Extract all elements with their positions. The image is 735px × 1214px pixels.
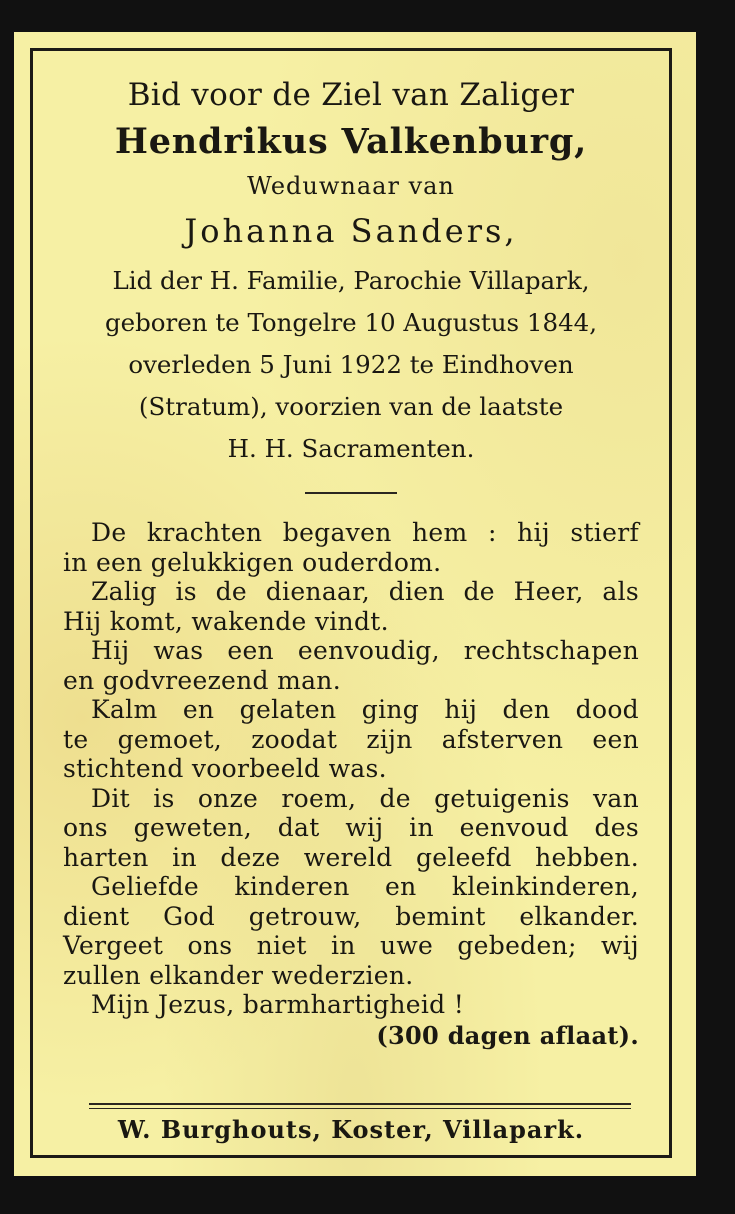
deceased-name: Hendrikus Valkenburg, [114,121,588,162]
biography [63,260,639,470]
section-divider [305,492,397,494]
card-content [33,51,669,1155]
verse-line: Zalig is de dienaar, dien de Heer, als [91,577,639,606]
verse-line: te gemoet, zoodat zijn afsterven een [63,724,639,754]
bio-line: H. H. Sacramenten. [227,434,475,463]
widower-label: Weduwnaar van [247,172,455,200]
verse-line: Geliefde kinderen en kleinkinderen, [91,872,639,901]
footer-rule [89,1103,631,1105]
bio-line: (Stratum), voorzien van de laatste [138,392,564,421]
bio-line: geboren te Tongelre 10 Augustus 1844, [104,308,598,337]
verse-line: dient God getrouw, bemint elkander. [63,901,639,931]
indulgence-note: (300 dagen aflaat). [376,1021,639,1050]
verse-line: Hij komt, wakende vindt. [63,606,389,636]
card-border [30,48,672,1158]
verse-line: Hij was een eenvoudig, rechtschapen [91,636,639,665]
spouse-name: Johanna Sanders, [184,212,518,250]
verse-line: Vergeet ons niet in uwe gebeden; wij [63,931,639,960]
verse-line: De krachten begaven hem : hij stierf [91,518,639,547]
printer-credit: W. Burghouts, Koster, Villapark. [117,1115,585,1144]
verse-line: ons geweten, dat wij in eenvoud des [63,813,639,842]
footer-rule-thin [89,1108,631,1109]
verse [63,695,639,784]
verse-line: stichtend voorbeeld was. [63,754,387,783]
bio-line: Lid der H. Familie, Parochie Villapark, [112,266,590,295]
verse-line: zullen elkander wederzien. [63,960,414,990]
closing-prayer: Mijn Jezus, barmhartigheid ! [91,990,465,1019]
verse [63,636,639,695]
verse-line: Kalm en gelaten ging hij den dood [91,695,639,724]
memorial-card [14,32,696,1176]
verse [63,872,639,990]
verse-line: harten in deze wereld geleefd hebben. [63,842,639,872]
prayer-header: Bid voor de Ziel van Zaliger [127,77,575,113]
bio-line: overleden 5 Juni 1922 te Eindhoven [128,350,574,379]
verse [63,784,639,873]
verse-line: en godvreezend man. [63,665,341,695]
verse [63,518,639,577]
verse-line: Dit is onze roem, de getuigenis van [91,783,639,813]
verse-line: in een gelukkigen ouderdom. [63,547,442,577]
verses [63,518,639,1052]
verse [63,577,639,636]
